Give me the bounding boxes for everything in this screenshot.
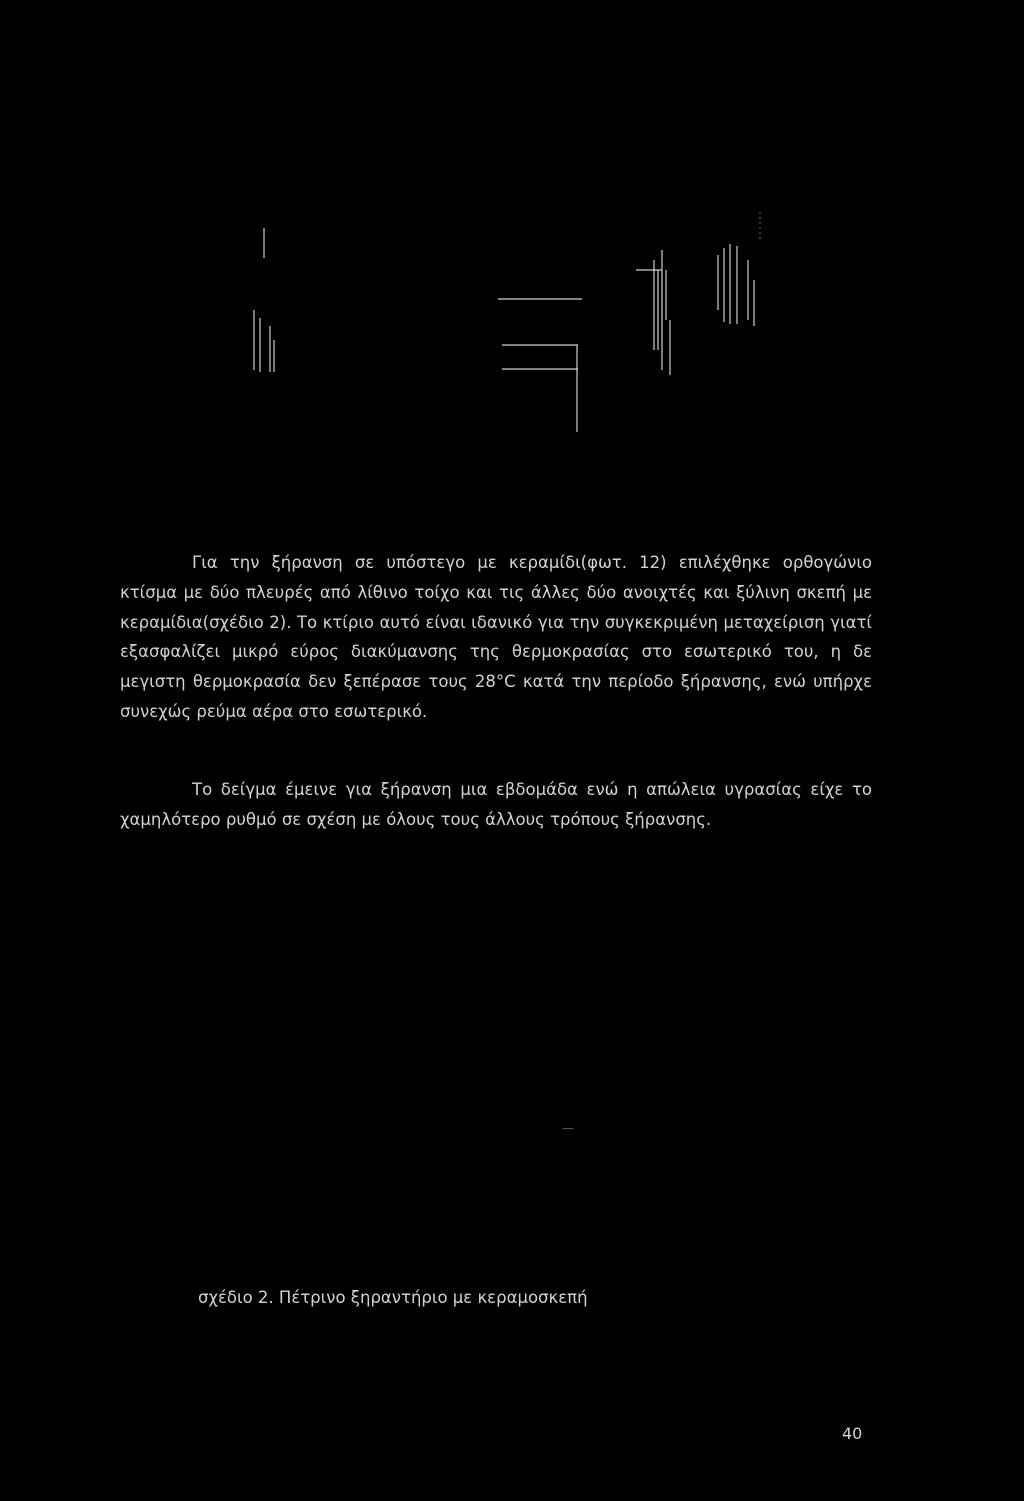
drawing-fragment <box>240 200 800 460</box>
scan-artifact-dash <box>563 1128 573 1129</box>
body-paragraph: Το δείγμα έμεινε για ξήρανση μια εβδομάδα ενώ η απώλεια υγρασίας είχε το χαμηλότερο ρυθμό σε σχέση με όλους τους άλλους τρόπους ξήρανσης. <box>120 780 872 829</box>
figure-fragment-lines-icon <box>254 212 760 432</box>
body-paragraph: Για την ξήρανση σε υπόστεγο με κεραμίδι(φωτ. 12) επιλέχθηκε ορθογώνιο κτίσμα με δύο πλευρές από λίθινο τοίχο και τις άλλες δύο ανοιχτές και ξύλινη σκεπή με κεραμίδια(σχέδιο 2). Το κτίριο αυτό είναι ιδανικό για την συγκεκριμένη μεταχείριση γιατί εξασφαλίζει μικρό εύρος διακύμανσης της θερμοκρασίας στο εσωτερικό του, η δε μεγιστη θερμοκρασία δεν ξεπέρασε τους 28°C κατά την περίοδο ξήρανσης, ενώ υπήρχε συνεχώς ρεύμα αέρα στο εσωτερικό. <box>120 553 872 721</box>
figure-caption: σχέδιο 2. Πέτρινο ξηραντήριο με κεραμοσκεπή <box>198 1288 588 1307</box>
page-number: 40 <box>842 1424 863 1443</box>
